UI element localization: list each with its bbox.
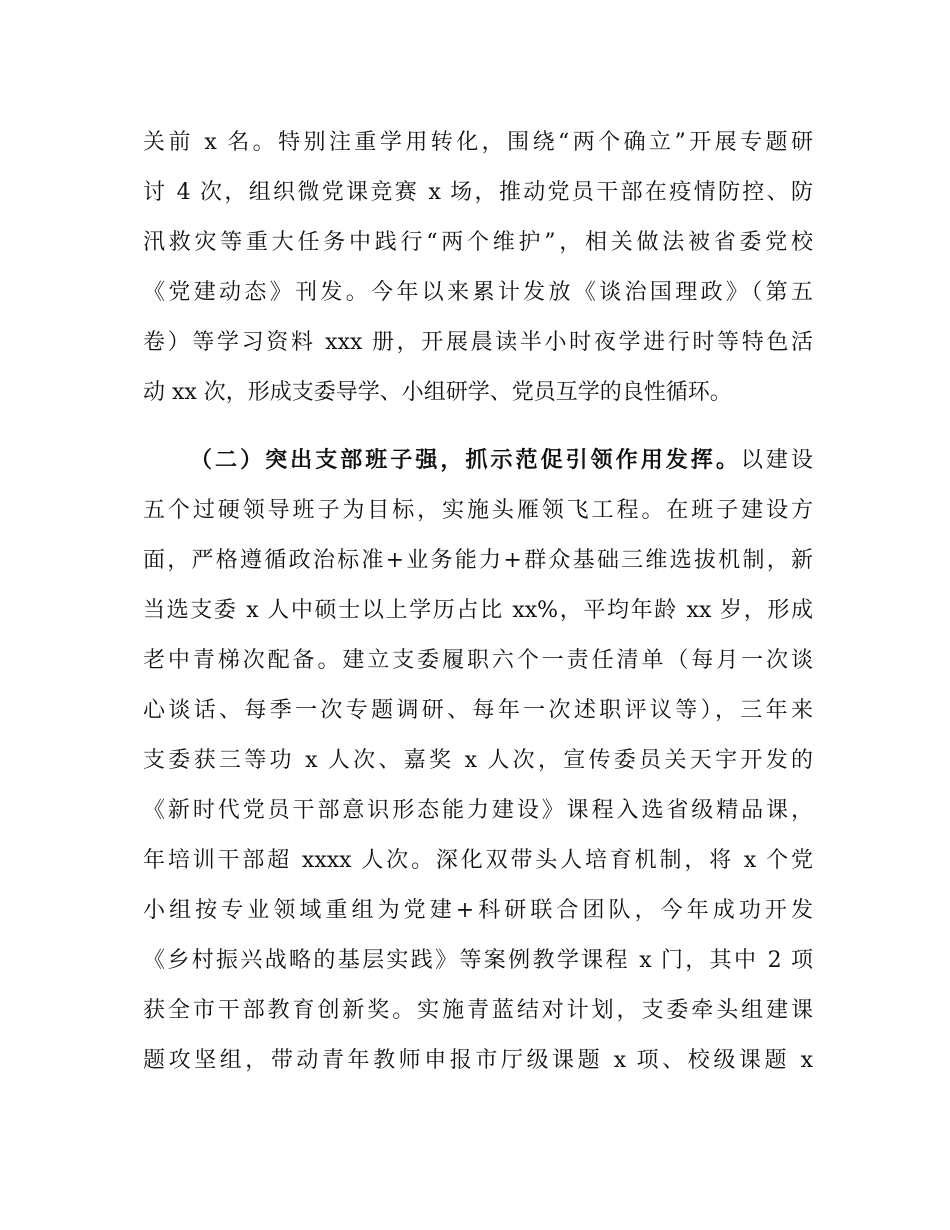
- paragraph-2-line-13: 题攻坚组，带动青年教师申报市厅级课题 x 项、校级课题 x: [143, 1048, 813, 1073]
- paragraph-1-line-4: 《党建动态》刊发。今年以来累计发放《谈治国理政》（第五: [143, 280, 813, 305]
- paragraph-1-line-1: 关前 x 名。特别注重学用转化，围绕“两个确立”开展专题研: [143, 130, 813, 155]
- paragraph-2-line-6: 心谈话、每季一次专题调研、每年一次述职评议等），三年来: [143, 698, 813, 723]
- paragraph-2-line-9: 年培训干部超 xxxx 人次。深化双带头人培育机制，将 x 个党: [143, 848, 813, 873]
- paragraph-1-line-6: 动 xx 次，形成支委导学、小组研学、党员互学的良性循环。: [143, 380, 732, 405]
- paragraph-2-line-12: 获全市干部教育创新奖。实施青蓝结对计划，支委牵头组建课: [143, 998, 813, 1023]
- paragraph-2-line-11: 《乡村振兴战略的基层实践》等案例教学课程 x 门，其中 2 项: [143, 948, 813, 973]
- paragraph-2-line-3: 面，严格遵循政治标准+业务能力+群众基础三维选拔机制，新: [143, 548, 813, 573]
- paragraph-1-line-2: 讨 4 次，组织微党课竞赛 x 场，推动党员干部在疫情防控、防: [143, 180, 813, 205]
- paragraph-2-line-2: 五个过硬领导班子为目标，实施头雁领飞工程。在班子建设方: [143, 498, 813, 523]
- section-heading: （二）突出支部班子强，抓示范促引领作用发挥。: [190, 448, 741, 473]
- paragraph-2-line-5: 老中青梯次配备。建立支委履职六个一责任清单（每月一次谈: [143, 648, 813, 673]
- paragraph-2-first-line: [190, 436, 813, 486]
- paragraph-1-line-5: 卷）等学习资料 xxx 册，开展晨读半小时夜学进行时等特色活: [143, 330, 813, 355]
- paragraph-1-line-3: 汛救灾等重大任务中践行“两个维护”，相关做法被省委党校: [143, 230, 813, 255]
- paragraph-2-first-line-rest: 以建设: [740, 448, 813, 473]
- paragraph-2-line-7: 支委获三等功 x 人次、嘉奖 x 人次，宣传委员关天宇开发的: [143, 748, 813, 773]
- paragraph-2-line-10: 小组按专业领域重组为党建+科研联合团队，今年成功开发: [143, 898, 813, 923]
- paragraph-2-line-4: 当选支委 x 人中硕士以上学历占比 xx%，平均年龄 xx 岁，形成: [143, 598, 813, 623]
- paragraph-2-line-8: 《新时代党员干部意识形态能力建设》课程入选省级精品课，: [143, 798, 813, 823]
